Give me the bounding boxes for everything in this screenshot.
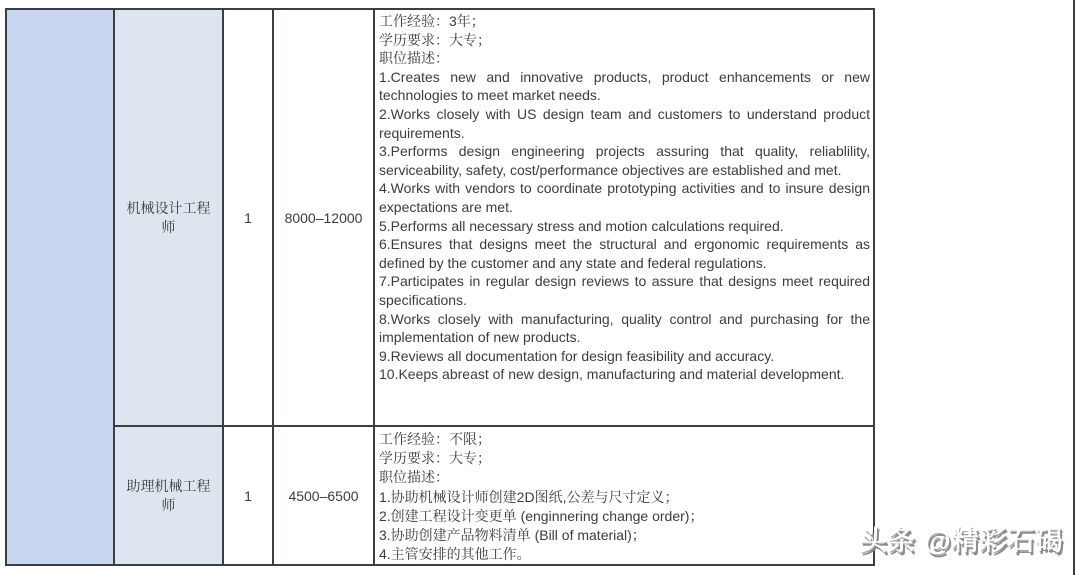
salary-cell bbox=[272, 425, 373, 564]
description-line: 职位描述： bbox=[379, 469, 449, 486]
salary-range: 8000–12000 bbox=[284, 209, 363, 226]
description-cell bbox=[373, 425, 873, 564]
description-line: 学历要求：大专； bbox=[379, 31, 491, 48]
description-line: 职位描述： bbox=[379, 50, 449, 67]
description-line: 5.Performs all necessary stress and motion calculations required. bbox=[379, 217, 784, 234]
description-line: 4.Works with vendors to coordinate prototyping activities and to insure design expectations are met. bbox=[379, 180, 870, 215]
description-line: 4.主管安排的其他工作。 bbox=[379, 546, 531, 563]
job-title-cell bbox=[113, 425, 222, 564]
description-line: 8.Works closely with manufacturing, quality control and purchasing for the implementation of new products. bbox=[379, 310, 870, 346]
left-blue-merged-cell bbox=[7, 10, 113, 564]
job-title: 助理机械工程师 bbox=[126, 477, 211, 513]
salary-range: 4500–6500 bbox=[288, 487, 359, 504]
description-line: 工作经验：3年； bbox=[379, 13, 485, 29]
description-line: 2.Works closely with US design team and customers to understand product requirements. bbox=[379, 105, 870, 141]
headcount-cell bbox=[222, 425, 272, 564]
description-line: 1.协助机械设计师创建2D图纸,公差与尺寸定义； bbox=[379, 488, 679, 505]
headcount-cell bbox=[222, 10, 272, 425]
headcount: 1 bbox=[244, 487, 252, 504]
description-line: 2.创建工程设计变更单 (enginnering change order)； bbox=[379, 507, 704, 524]
description-line: 9.Reviews all documentation for design feasibility and accuracy. bbox=[379, 347, 775, 364]
description-line: 10.Keeps abreast of new design, manufacturing and material development. bbox=[379, 366, 845, 383]
description-line: 3.Performs design engineering projects assuring that quality, reliablility, serviceability, safety, cost/performance objectives are established and met. bbox=[379, 143, 870, 178]
description-line: 3.协助创建产品物料清单 (Bill of material)； bbox=[379, 527, 646, 544]
job-title-cell bbox=[113, 10, 222, 425]
salary-cell bbox=[272, 10, 373, 425]
toutiao-watermark: 头条 @精彩石碣 bbox=[860, 526, 1064, 556]
description-line: 7.Participates in regular design reviews to assure that designs meet required specifications. bbox=[379, 273, 870, 308]
headcount: 1 bbox=[244, 209, 252, 226]
description-line: 1.Creates new and innovative products, product enhancements or new technologies to meet market needs. bbox=[379, 68, 870, 104]
description-cell bbox=[373, 10, 873, 425]
description-line: 学历要求：大专； bbox=[379, 450, 491, 467]
job-title: 机械设计工程师 bbox=[126, 199, 211, 235]
cropped-table-right-border bbox=[1073, 0, 1075, 575]
description-line: 6.Ensures that designs meet the structural and ergonomic requirements as defined by the customer and any state and federal regulations. bbox=[379, 236, 870, 271]
job-positions-table bbox=[5, 8, 875, 566]
description-line: 工作经验：不限； bbox=[379, 431, 491, 447]
